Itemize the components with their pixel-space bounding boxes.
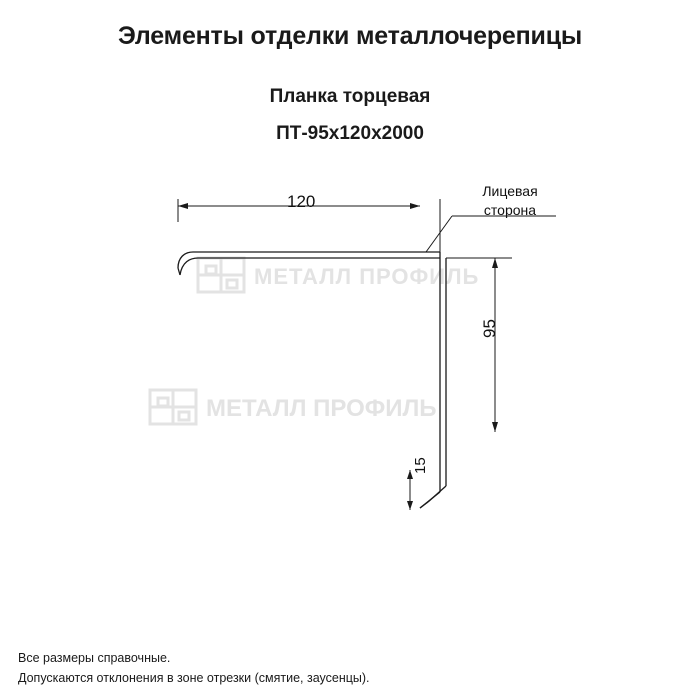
- profile-left-lip-end: [178, 268, 180, 275]
- arrow-95-bottom: [492, 422, 498, 432]
- product-name: Планка торцевая: [269, 86, 431, 107]
- footer-note-2: Допускаются отклонения в зоне отрезки (смятие, заусенцы).: [18, 670, 370, 685]
- annotation-face-line2: сторона: [483, 201, 537, 218]
- profile-top-edge: [178, 252, 440, 268]
- leader-line-face: [426, 216, 452, 252]
- footer-note-1: Все размеры справочные.: [18, 651, 171, 666]
- arrow-15-bottom: [407, 501, 413, 510]
- profile-top-inner: [180, 258, 440, 275]
- dimension-label-height: 95: [480, 319, 499, 338]
- dimension-label-width: 120: [287, 192, 316, 211]
- footer-notes: [18, 649, 370, 688]
- dimension-label-lip: 15: [412, 457, 429, 474]
- annotation-face-side: [462, 182, 558, 220]
- profile-bottom-lip-inner: [428, 486, 446, 502]
- product-code: ПТ-95х120х2000: [276, 123, 424, 144]
- page-title: Элементы отделки металлочерепицы: [117, 22, 583, 50]
- svg-text:МЕТАЛЛ ПРОФИЛЬ: МЕТАЛЛ ПРОФИЛЬ: [254, 264, 480, 289]
- arrow-120-right: [410, 203, 420, 209]
- arrow-95-top: [492, 258, 498, 268]
- svg-text:МЕТАЛЛ ПРОФИЛЬ: МЕТАЛЛ ПРОФИЛЬ: [206, 395, 437, 422]
- profile-bottom-lip-end: [420, 502, 428, 508]
- annotation-face-line1: Лицевая: [482, 183, 538, 199]
- arrow-120-left: [178, 203, 188, 209]
